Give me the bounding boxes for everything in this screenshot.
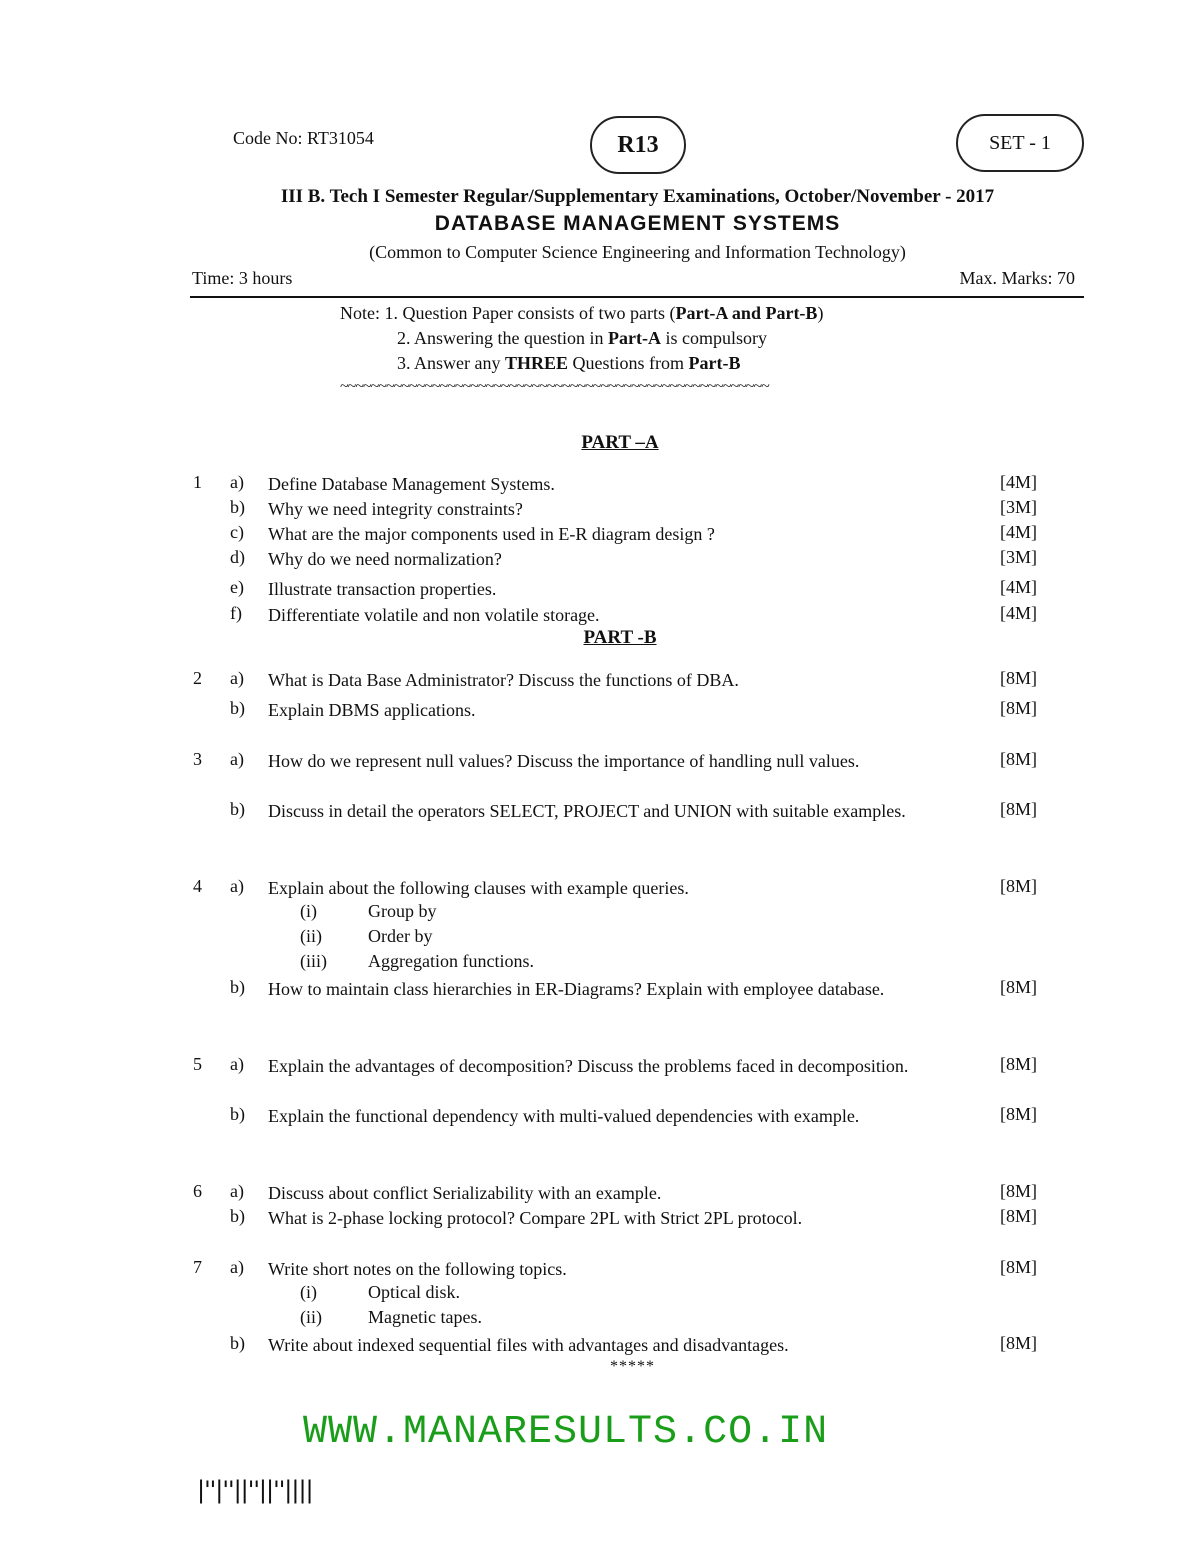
question-text: What is Data Base Administrator? Discuss the functions of DBA. [268,670,739,690]
sub-item-number: (i) [300,1282,317,1302]
website-watermark: WWW.MANARESULTS.CO.IN [303,1410,829,1455]
subject-title: DATABASE MANAGEMENT SYSTEMS [434,212,841,235]
question-text: Discuss in detail the operators SELECT, PROJECT and UNION with suitable examples. [268,801,906,821]
question-marks: [8M] [1000,749,1037,769]
sub-item-text: Optical disk. [368,1282,460,1302]
sub-item-number: (ii) [300,926,322,946]
question-number: 6 [193,1181,202,1201]
exam-title: III B. Tech I Semester Regular/Supplementary Examinations, October/November - 2017 [280,186,995,207]
note-1: Note: 1. Question Paper consists of two parts (Part-A and Part-B) [340,303,824,323]
sub-item-text: Group by [368,901,437,921]
question-text: Why do we need normalization? [268,549,502,569]
sub-item-number: (i) [300,901,317,921]
end-stars: ***** [610,1358,655,1375]
question-letter: f) [230,603,242,623]
question-text: Why we need integrity constraints? [268,499,523,519]
code-number: Code No: RT31054 [233,128,374,148]
header-rule [190,296,1084,298]
question-marks: [3M] [1000,497,1037,517]
question-letter: b) [230,497,245,517]
notes-divider: ~~~~~~~~~~~~~~~~~~~~~~~~~~~~~~~~~~~~~~~~~~~~~~~~~~~~~~~~ [340,378,769,395]
question-text: Explain DBMS applications. [268,700,476,720]
regulation-text: R13 [617,131,659,158]
question-letter: a) [230,1054,244,1074]
question-marks: [3M] [1000,547,1037,567]
question-marks: [8M] [1000,1257,1037,1277]
question-marks: [4M] [1000,472,1037,492]
question-letter: a) [230,472,244,492]
part-a-title: PART –A [581,432,659,453]
question-letter: b) [230,1333,245,1353]
question-marks: [8M] [1000,1054,1037,1074]
question-letter: c) [230,522,244,542]
question-text: Write short notes on the following topics. [268,1259,567,1279]
sub-item-text: Magnetic tapes. [368,1307,482,1327]
question-letter: b) [230,977,245,997]
set-badge [956,114,1084,172]
question-letter: a) [230,1181,244,1201]
question-text: What is 2-phase locking protocol? Compare 2PL with Strict 2PL protocol. [268,1208,803,1228]
question-marks: [8M] [1000,1333,1037,1353]
question-letter: d) [230,547,245,567]
question-text: Explain the advantages of decomposition? Discuss the problems faced in decomposition. [268,1056,909,1076]
question-number: 7 [193,1257,202,1277]
common-to: (Common to Computer Science Engineering and Information Technology) [369,242,906,262]
question-marks: [4M] [1000,603,1037,623]
question-number: 2 [193,668,202,688]
question-text: Explain about the following clauses with example queries. [268,878,689,898]
question-marks: [8M] [1000,799,1037,819]
question-letter: b) [230,1206,245,1226]
question-letter: e) [230,577,244,597]
question-number: 1 [193,472,202,492]
question-marks: [8M] [1000,668,1037,688]
question-text: Explain the functional dependency with multi-valued dependencies with example. [268,1106,860,1126]
question-letter: b) [230,799,245,819]
question-text: Illustrate transaction properties. [268,579,497,599]
part-b-title: PART -B [583,627,657,648]
sub-item-number: (iii) [300,951,327,971]
question-marks: [8M] [1000,1206,1037,1226]
question-text: How do we represent null values? Discuss the importance of handling null values. [268,751,860,771]
exam-time: Time: 3 hours [192,268,293,288]
question-letter: a) [230,668,244,688]
sub-item-text: Order by [368,926,433,946]
question-marks: [4M] [1000,522,1037,542]
question-marks: [8M] [1000,1104,1037,1124]
question-number: 5 [193,1054,202,1074]
question-letter: b) [230,698,245,718]
question-letter: b) [230,1104,245,1124]
question-marks: [8M] [1000,876,1037,896]
question-text: How to maintain class hierarchies in ER-Diagrams? Explain with employee database. [268,979,885,999]
set-text: SET - 1 [989,131,1051,154]
question-letter: a) [230,876,244,896]
question-marks: [8M] [1000,1181,1037,1201]
question-text: What are the major components used in E-R diagram design ? [268,524,715,544]
question-text: Write about indexed sequential files with advantages and disadvantages. [268,1335,789,1355]
sub-item-number: (ii) [300,1307,322,1327]
question-text: Discuss about conflict Serializability with an example. [268,1183,662,1203]
sub-item-text: Aggregation functions. [368,951,534,971]
question-number: 4 [193,876,202,896]
question-text: Define Database Management Systems. [268,474,555,494]
max-marks: Max. Marks: 70 [959,268,1075,288]
note-3: 3. Answer any THREE Questions from Part-B [397,353,741,373]
question-number: 3 [193,749,202,769]
question-marks: [8M] [1000,977,1037,997]
regulation-badge [590,116,686,174]
question-letter: a) [230,749,244,769]
question-marks: [4M] [1000,577,1037,597]
question-letter: a) [230,1257,244,1277]
question-marks: [8M] [1000,698,1037,718]
barcode-marks: |''|''||''||''|||| [197,1476,313,1504]
question-text: Differentiate volatile and non volatile storage. [268,605,600,625]
note-2: 2. Answering the question in Part-A is compulsory [397,328,767,348]
